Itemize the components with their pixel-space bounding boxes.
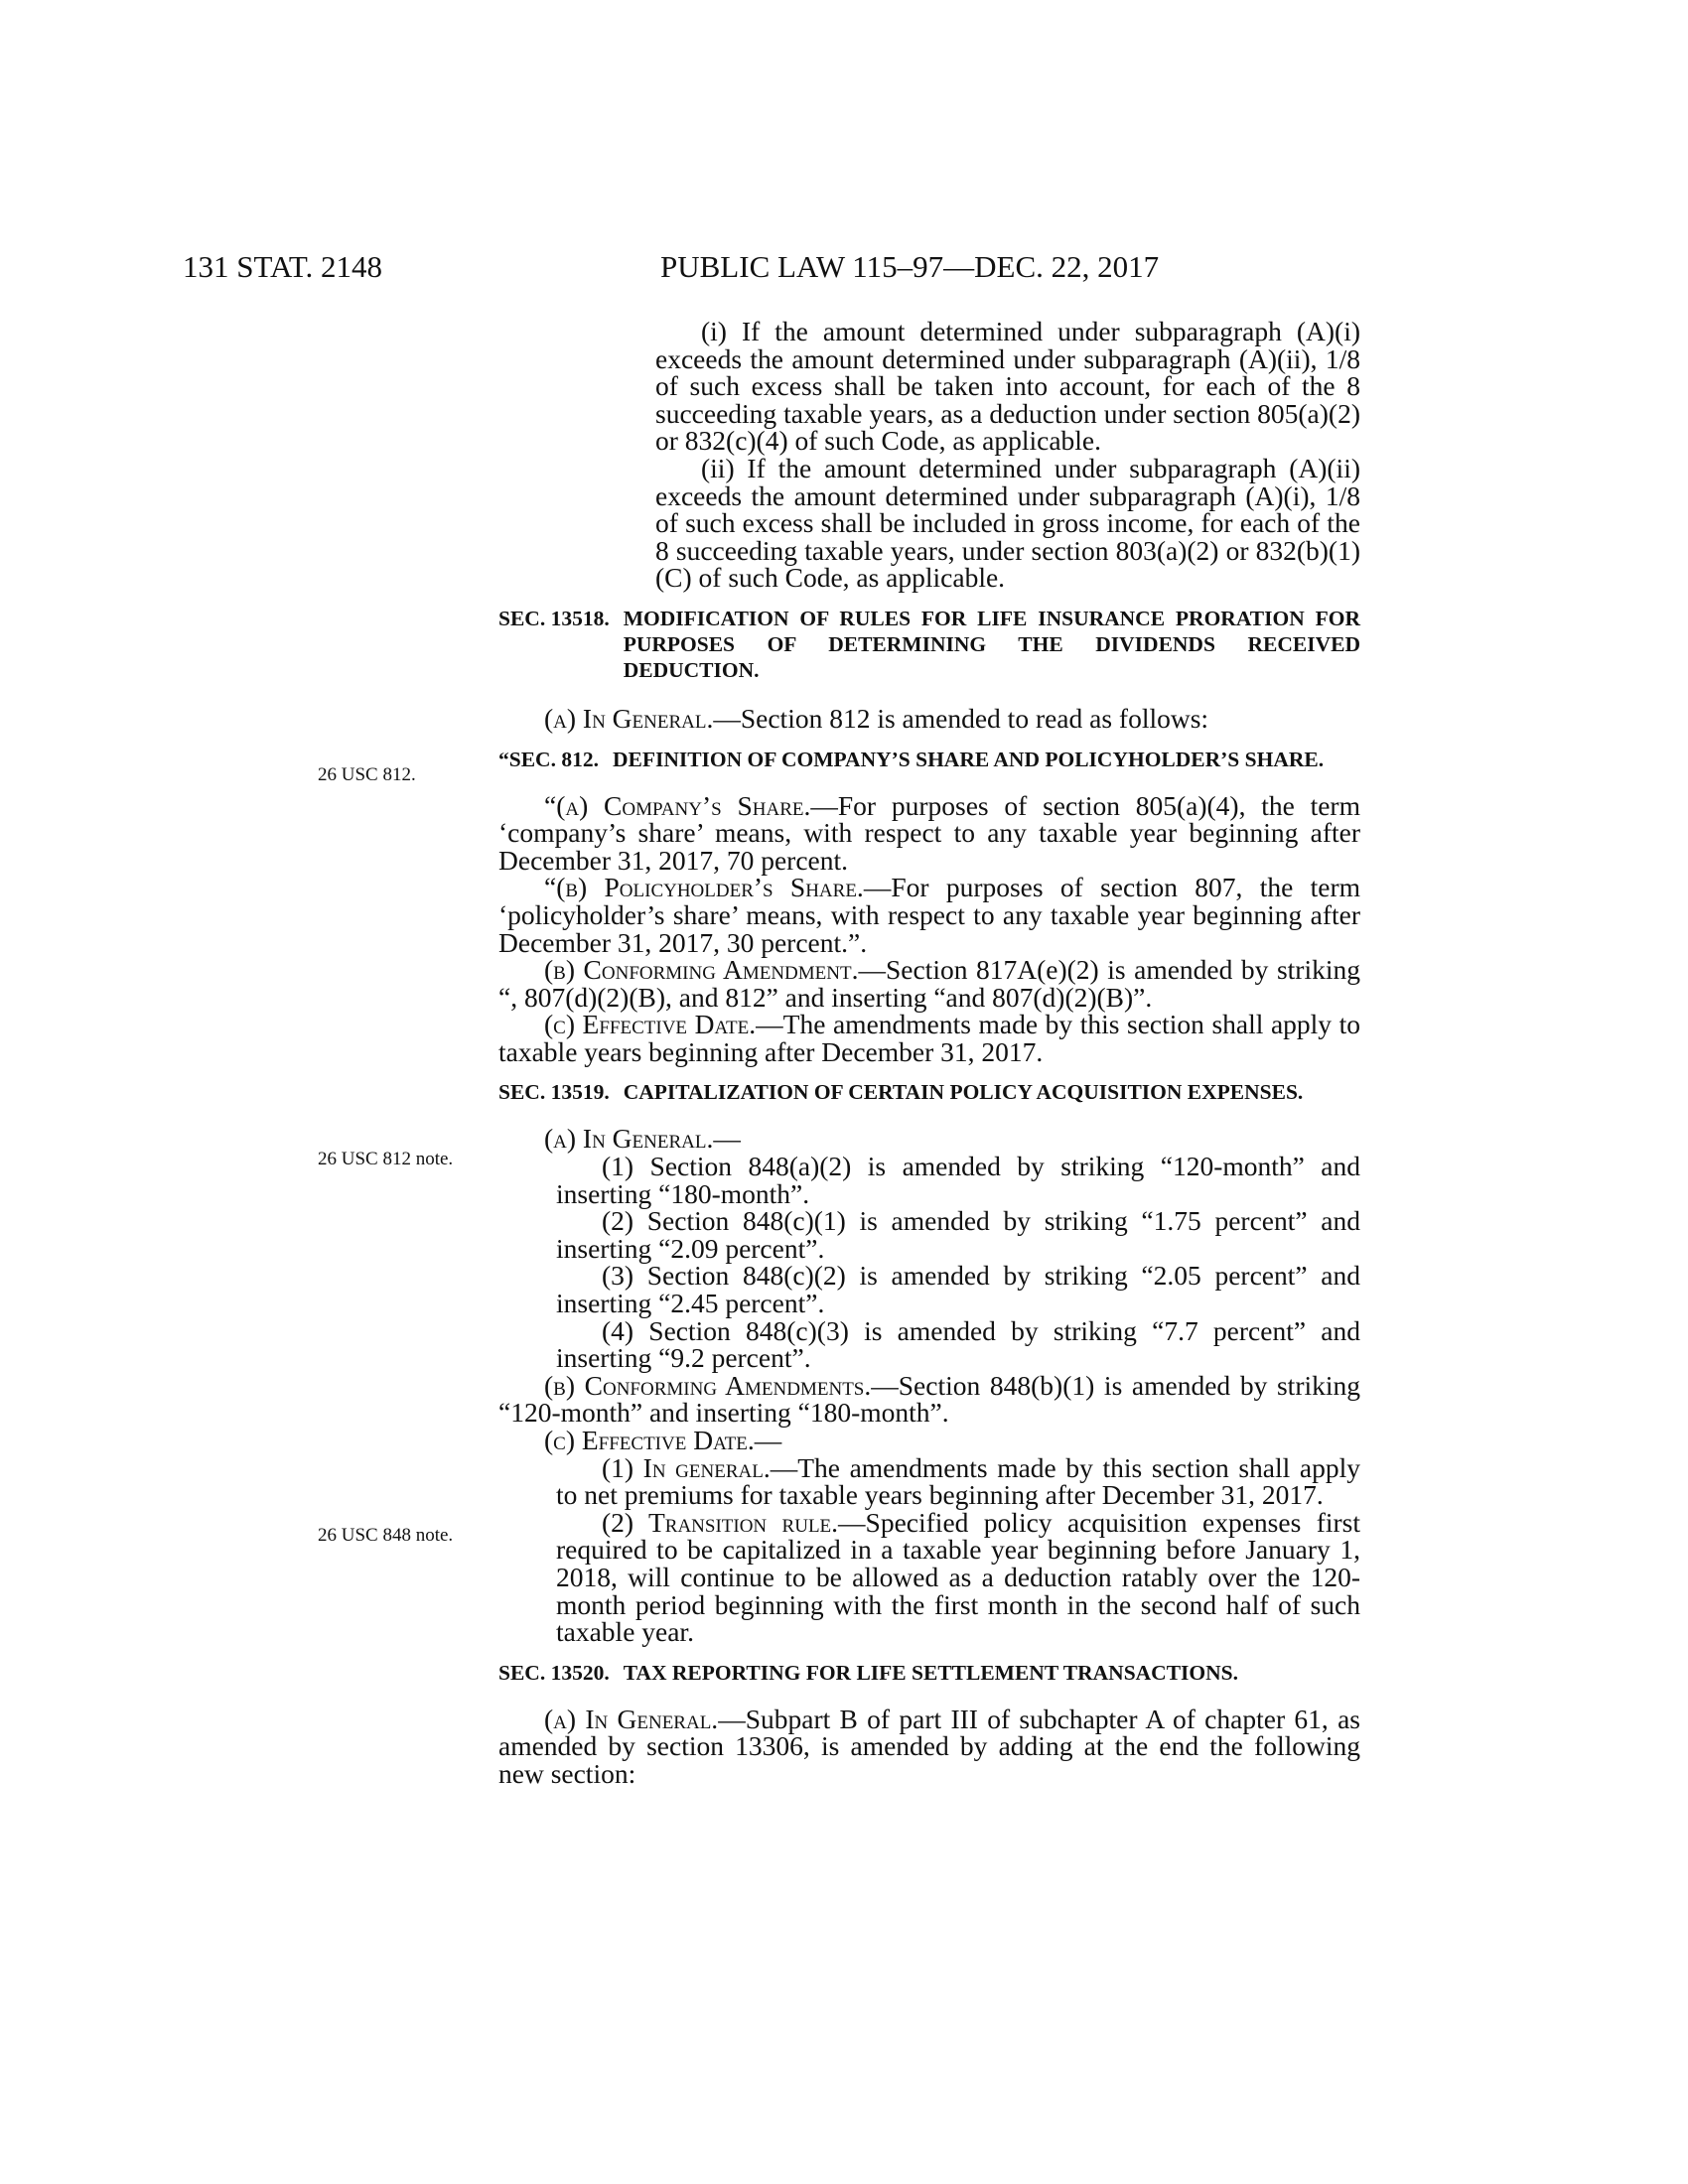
paragraph-text: —The amendments made by this section shall apply to net premiums for taxable years beginning after December 31, 2017. xyxy=(556,1451,1360,1511)
section-13518-heading xyxy=(498,606,1360,683)
paragraph-text: —Specified policy acquisition expenses first required to be capitalized in a taxable year beginning before January 1, 2018, will continue to be allowed as a deduction ratably over the 120-month period beginning with the first month in the second half of such taxable year. xyxy=(556,1506,1360,1648)
subsection-heading: “(a) Company’s Share. xyxy=(544,789,811,821)
subsection-dash: — xyxy=(713,1123,741,1155)
subsection-text: —Section 812 is amended to read as follows: xyxy=(713,702,1209,734)
section-13519-heading xyxy=(498,1079,1360,1105)
s13518-subsection-b xyxy=(498,956,1360,1011)
paragraph-heading: (1) In general. xyxy=(602,1451,771,1483)
page-citation: 131 STAT. 2148 xyxy=(183,249,383,284)
subsection-heading: (b) Conforming Amendments. xyxy=(544,1369,872,1401)
subsection-heading: “(b) Policyholder’s Share. xyxy=(544,872,864,903)
margin-note-26-usc-812-note: 26 USC 812 note. xyxy=(318,1149,454,1169)
section-title: MODIFICATION OF RULES FOR LIFE INSURANCE PRORATION FOR PURPOSES OF DETERMINING THE DIVIDENDS RECEIVED DEDUCTION. xyxy=(623,606,1360,682)
clause-i: (i) If the amount determined under subparagraph (A)(i) exceeds the amount determined under subparagraph (A)(ii), 1/8 of such excess shall be taken into account, for each of the 8 succeeding taxable years, as a deduction under section 805(a)(2) or 832(c)(4) of such Code, as applicable. xyxy=(655,316,1360,457)
subsection-heading: (a) In General. xyxy=(544,702,714,734)
section-number: SEC. 13518. xyxy=(498,606,610,630)
subsection-heading: (a) In General. xyxy=(544,1703,719,1734)
subsection-heading: (b) Conforming Amendment. xyxy=(544,954,859,986)
s13518-subsection-a xyxy=(498,702,1360,734)
section-number: SEC. 13519. xyxy=(498,1080,610,1105)
subsection-text: —For purposes of section 805(a)(4), the term ‘company’s share’ means, with respect to any taxable year beginning after December 31, 2017, 70 percent. xyxy=(498,789,1360,876)
section-812-heading xyxy=(498,747,1360,772)
subsection-dash: — xyxy=(754,1425,782,1455)
clause-ii: (ii) If the amount determined under subparagraph (A)(ii) exceeds the amount determined under subparagraph (A)(i), 1/8 of such excess shall be included in gross income, for each of the 8 succeeding taxable years, under section 803(a)(2) or 832(b)(1)(C) of such Code, as applicable. xyxy=(655,452,1360,594)
section-title: TAX REPORTING FOR LIFE SETTLEMENT TRANSACTIONS. xyxy=(623,1660,1238,1685)
subsection-text: —Section 817A(e)(2) is amended by striking “, 807(d)(2)(B), and 812” and inserting “and 807(d)(2)(B)”. xyxy=(498,954,1360,1013)
subsection-heading: (a) In General. xyxy=(544,1123,714,1155)
subsection-text: —Subpart B of part III of subchapter A of chapter 61, as amended by section 13306, is amended by adding at the end the following new section: xyxy=(498,1703,1360,1789)
subsection-text: —For purposes of section 807, the term ‘policyholder’s share’ means, with respect to any taxable year beginning after December 31, 2017, 30 percent.”. xyxy=(498,872,1361,958)
margin-note-26-usc-848-note: 26 USC 848 note. xyxy=(318,1525,454,1546)
document-body xyxy=(498,318,1360,1788)
s13518-subsection-c xyxy=(498,1011,1360,1065)
subsection-text: —Section 848(b)(1) is amended by striking “120-month” and inserting “180-month”. xyxy=(498,1369,1361,1429)
paragraph-heading: (2) Transition rule. xyxy=(602,1506,839,1538)
s13519-subsection-c xyxy=(498,1427,1360,1454)
section-title: CAPITALIZATION OF CERTAIN POLICY ACQUISITION EXPENSES. xyxy=(623,1080,1304,1105)
law-citation-header: PUBLIC LAW 115–97—DEC. 22, 2017 xyxy=(660,249,1160,284)
section-number: SEC. 13520. xyxy=(498,1660,610,1685)
section-number: “SEC. 812. xyxy=(498,747,599,771)
s13519-paragraph-3: (3) Section 848(c)(2) is amended by striking “2.05 percent” and inserting “2.45 percent”. xyxy=(556,1260,1360,1319)
margin-note-26-usc-812: 26 USC 812. xyxy=(318,764,416,785)
s13519-paragraph-1: (1) Section 848(a)(2) is amended by striking “120-month” and inserting “180-month”. xyxy=(556,1151,1360,1209)
s13519-c-paragraph-1 xyxy=(498,1451,1360,1511)
subsection-text: —The amendments made by this section shall apply to taxable years beginning after December 31, 2017. xyxy=(498,1009,1360,1067)
s13519-subsection-b xyxy=(498,1369,1361,1429)
s13519-c-paragraph-2 xyxy=(498,1506,1360,1648)
s13519-subsection-a xyxy=(498,1125,1360,1153)
subsection-heading: (c) Effective Date. xyxy=(544,1009,757,1040)
section-title: DEFINITION OF COMPANY’S SHARE AND POLICYHOLDER’S SHARE. xyxy=(612,747,1325,771)
section-13520-heading xyxy=(498,1660,1360,1686)
s812-subsection-a xyxy=(498,789,1360,876)
subsection-heading: (c) Effective Date. xyxy=(544,1425,755,1455)
s13519-paragraph-4: (4) Section 848(c)(3) is amended by striking “7.7 percent” and inserting “9.2 percent”. xyxy=(556,1314,1360,1374)
s13519-paragraph-2: (2) Section 848(c)(1) is amended by striking “1.75 percent” and inserting “2.09 percent”. xyxy=(556,1205,1360,1264)
s13520-subsection-a xyxy=(498,1703,1360,1789)
s812-subsection-b xyxy=(498,874,1360,956)
